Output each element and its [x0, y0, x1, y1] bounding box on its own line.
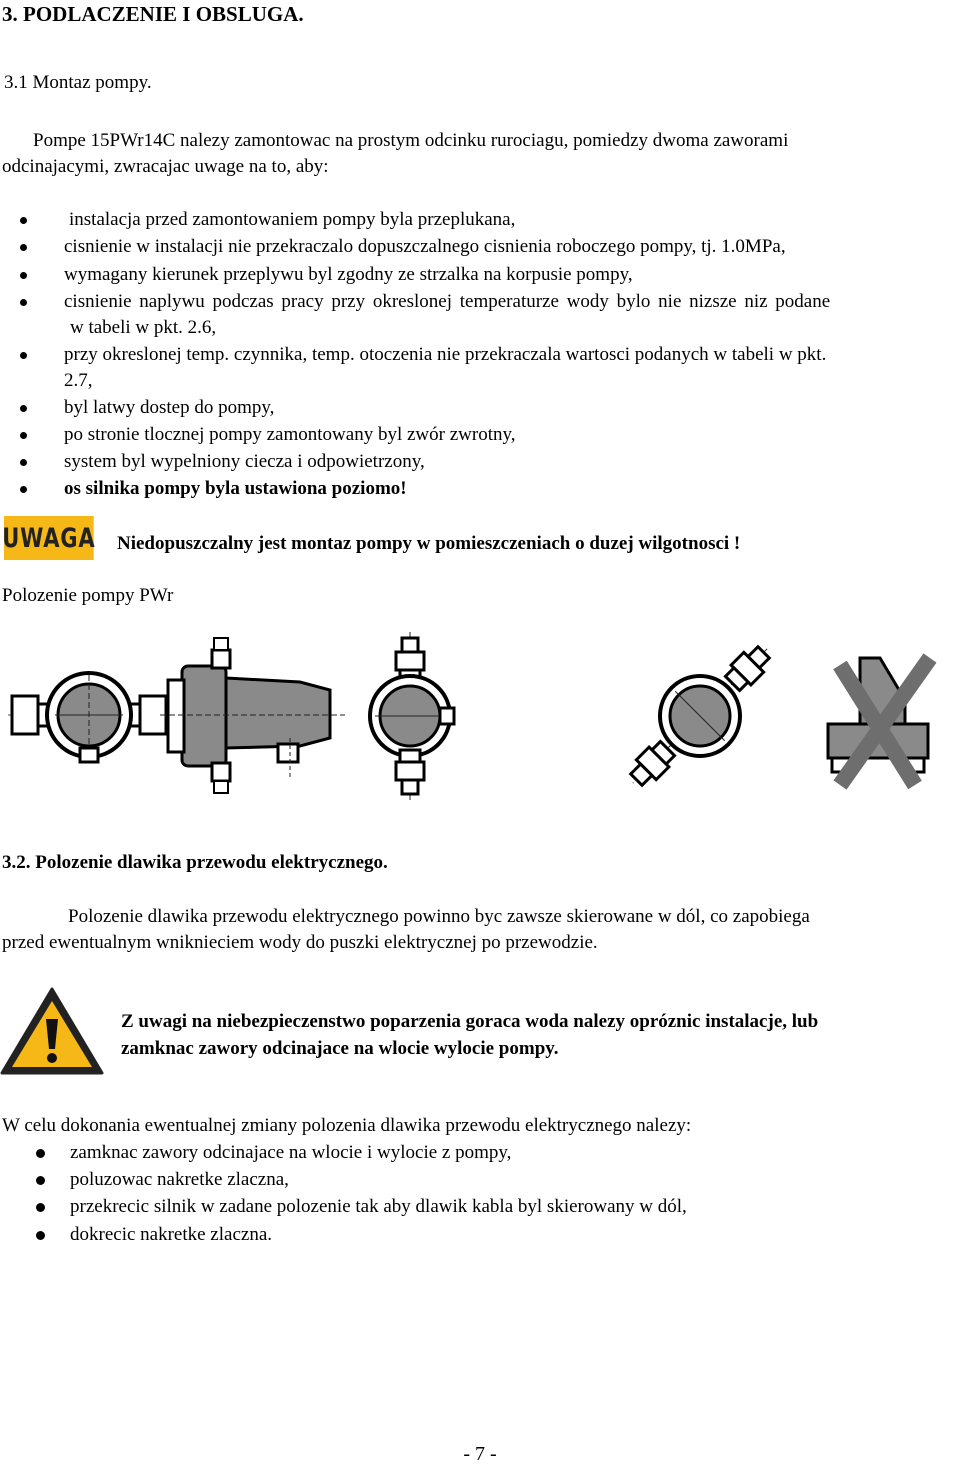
list-item: poluzowac nakretke zlaczna, [70, 1169, 289, 1190]
bullet-dot [20, 459, 27, 466]
list-item: system byl wypelniony ciecza i odpowietrzony, [64, 451, 425, 472]
list-item: cisnienie naplywu podczas pracy przy okreslonej temperaturze wody bylo nie nizsze niz podane [64, 291, 831, 312]
positions-caption: Polozenie pompy PWr [2, 585, 174, 606]
pump-front-view-icon [8, 673, 170, 762]
bullet-dot [36, 1203, 45, 1212]
bullet-dot [20, 299, 27, 306]
warning-text-line-1: Z uwagi na niebezpieczenstwo poparzenia goraca woda nalezy opróznic instalacje, lub [121, 1011, 819, 1032]
section-3-1-title: 3.1 Montaz pompy. [4, 72, 152, 93]
list-item: po stronie tlocznej pompy zamontowany byl zwór zwrotny, [64, 424, 516, 445]
uwaga-text: Niedopuszczalny jest montaz pompy w pomieszczeniach o duzej wilgotnosci ! [117, 533, 741, 554]
intro-line-1: Pompe 15PWr14C nalezy zamontowac na prostym odcinku rurociagu, pomiedzy dwoma zaworami [33, 130, 789, 151]
warning-triangle-icon [0, 985, 105, 1077]
pump-diagonal-view-icon [605, 621, 796, 810]
list-item: zamknac zawory odcinajace na wlocie i wylocie z pompy, [70, 1142, 512, 1163]
list-item: dokrecic nakretke zlaczna. [70, 1224, 273, 1245]
pump-incorrect-position-icon [828, 658, 930, 785]
pump-vertical-view-icon [370, 632, 454, 802]
list-item-continued: w tabeli w pkt. 2.6, [70, 317, 217, 338]
bullet-dot [20, 352, 27, 359]
pump-side-view-icon [160, 638, 345, 793]
list-item: os silnika pompy byla ustawiona poziomo! [64, 478, 407, 499]
list-item: wymagany kierunek przeplywu byl zgodny ze strzalka na korpusie pompy, [64, 264, 633, 285]
bullet-dot [20, 272, 27, 279]
section-3-2-title: 3.2. Polozenie dlawika przewodu elektrycznego. [2, 852, 388, 873]
list-item-continued: 2.7, [64, 370, 93, 391]
list-item: cisnienie w instalacji nie przekraczalo dopuszczalnego cisnienia roboczego pompy, tj. 1.0MPa, [64, 236, 786, 257]
steps-intro: W celu dokonania ewentualnej zmiany polozenia dlawika przewodu elektrycznego nalezy: [2, 1115, 692, 1136]
warning-text-line-2: zamknac zawory odcinajace na wlocie wylocie pompy. [121, 1038, 559, 1059]
page-number: - 7 - [463, 1443, 497, 1465]
section-3-2-paragraph-line-2: przed ewentualnym wniknieciem wody do puszki elektrycznej po przewodzie. [2, 932, 598, 953]
bullet-dot [36, 1176, 45, 1185]
list-item: instalacja przed zamontowaniem pompy byla przeplukana, [69, 209, 516, 230]
uwaga-sign: UWAGA [4, 516, 94, 560]
list-item: przekrecic silnik w zadane polozenie tak aby dlawik kabla byl skierowany w dól, [70, 1196, 687, 1217]
section-3-2-paragraph-line-1: Polozenie dlawika przewodu elektrycznego powinno byc zawsze skierowane w dól, co zapobiega [68, 906, 810, 927]
list-item: byl latwy dostep do pompy, [64, 397, 275, 418]
bullet-dot [36, 1231, 45, 1240]
list-item: przy okreslonej temp. czynnika, temp. otoczenia nie przekraczala wartosci podanych w tabeli w pkt. [64, 344, 827, 365]
bullet-dot [20, 405, 27, 412]
bullet-dot [36, 1149, 45, 1158]
bullet-dot [20, 217, 27, 224]
bullet-dot [20, 432, 27, 439]
bullet-dot [20, 244, 27, 251]
bullet-dot [20, 486, 27, 493]
intro-line-2: odcinajacymi, zwracajac uwage na to, aby: [2, 156, 329, 177]
pump-positions-figure [0, 620, 960, 810]
section-3-title: 3. PODLACZENIE I OBSLUGA. [2, 2, 304, 26]
